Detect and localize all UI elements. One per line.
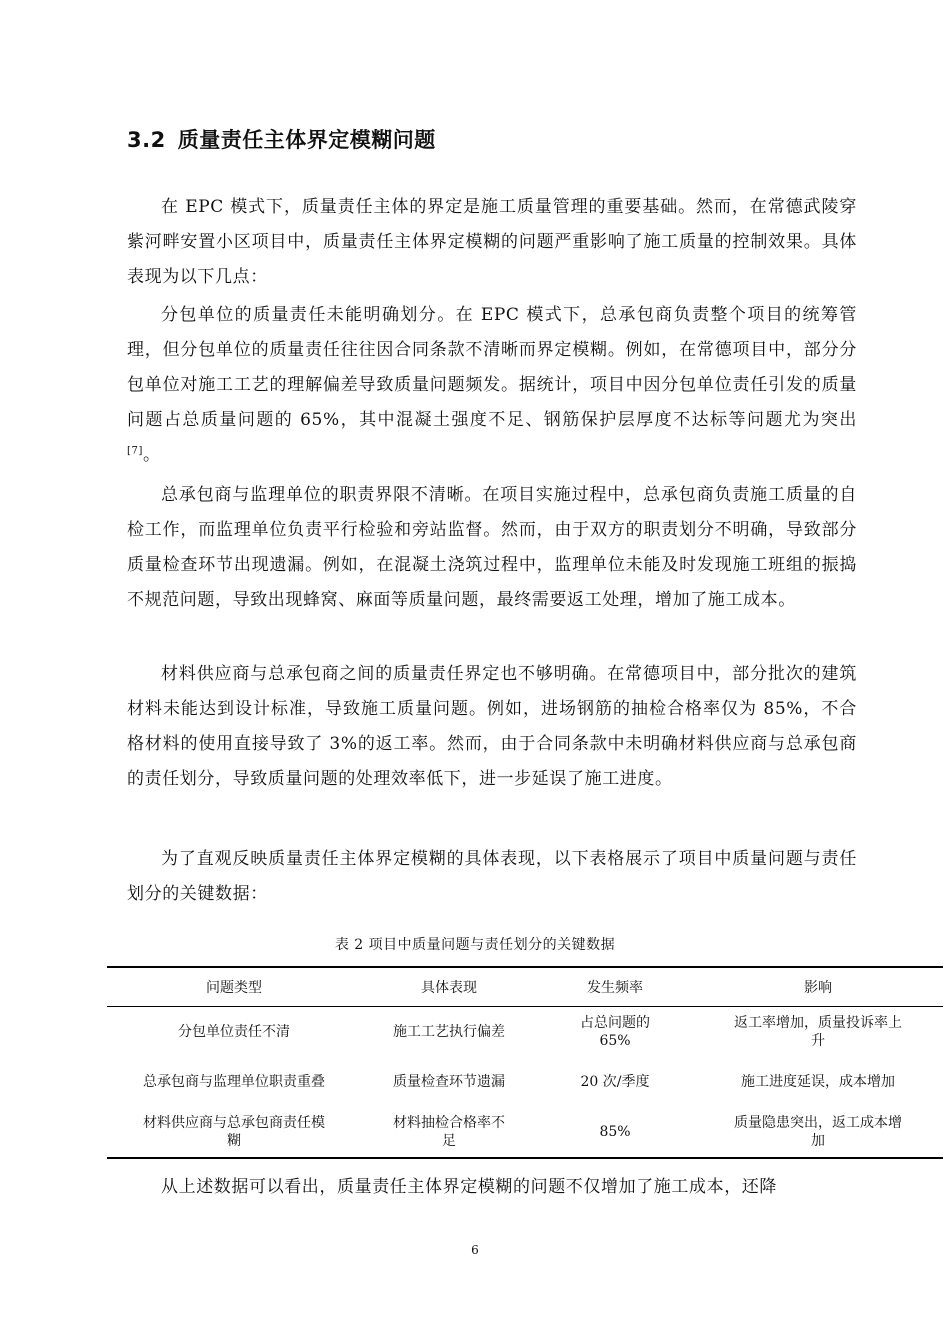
header-impact: 影响 bbox=[804, 980, 832, 996]
paragraph-end-mark: 。 bbox=[142, 445, 161, 465]
cell-text: 占总问题的 65% bbox=[580, 1015, 650, 1049]
table-cell bbox=[107, 1107, 361, 1158]
data-table bbox=[107, 966, 943, 1159]
paragraph-table-intro: 为了直观反映质量责任主体界定模糊的具体表现，以下表格展示了项目中质量问题与责任划分的关键数据： bbox=[127, 849, 857, 904]
table-row bbox=[107, 1007, 943, 1058]
citation-mark: [7] bbox=[127, 445, 143, 457]
table-cell bbox=[107, 1057, 361, 1107]
cell-text: 质量检查环节遗漏 bbox=[393, 1074, 505, 1090]
table-cell bbox=[537, 1107, 693, 1158]
table-cell bbox=[693, 1107, 943, 1158]
page-number: 6 bbox=[471, 1243, 479, 1257]
table-cell bbox=[537, 1057, 693, 1107]
header-problem-type: 问题类型 bbox=[206, 980, 262, 996]
cell-text: 材料抽检合格率不足 bbox=[393, 1115, 505, 1149]
paragraph-subcontractor bbox=[127, 298, 857, 473]
cell-text: 20 次/季度 bbox=[580, 1074, 650, 1090]
section-heading bbox=[127, 124, 436, 154]
table-header-row bbox=[107, 967, 943, 1007]
cell-text: 返工率增加，质量投诉率上升 bbox=[734, 1015, 902, 1049]
paragraph-supplier: 材料供应商与总承包商之间的质量责任界定也不够明确。在常德项目中，部分批次的建筑材料未能达到设计标准，导致施工质量问题。例如，进场钢筋的抽检合格率仅为 85%，不合格材料的使用直接导致了 3%的返工率。然而，由于合同条款中未明确材料供应商与总承包商的责任划分，导致质量问题的处理效率低下，进一步延误了施工进度。 bbox=[127, 664, 857, 789]
cell-text: 施工工艺执行偏差 bbox=[393, 1024, 505, 1040]
paragraph-subcontractor-text: 分包单位的质量责任未能明确划分。在 EPC 模式下，总承包商负责整个项目的统筹管理，但分包单位的质量责任往往因合同条款不清晰而界定模糊。例如，在常德项目中，部分分包单位对施工工艺的理解偏差导致质量问题频发。据统计，项目中因分包单位责任引发的质量问题占总质量问题的 65%，其中混凝土强度不足、钢筋保护层厚度不达标等问题尤为突出 bbox=[127, 305, 857, 430]
table-cell bbox=[537, 1007, 693, 1058]
table-cell bbox=[361, 1007, 537, 1058]
table-row bbox=[107, 1107, 943, 1158]
table-cell bbox=[107, 1007, 361, 1058]
cell-text: 质量隐患突出，返工成本增加 bbox=[734, 1115, 902, 1149]
table-cell bbox=[693, 1007, 943, 1058]
section-number: 3.2 bbox=[127, 128, 166, 152]
cell-text: 85% bbox=[599, 1124, 631, 1140]
cell-text: 施工进度延误，成本增加 bbox=[741, 1074, 895, 1090]
section-title: 质量责任主体界定模糊问题 bbox=[177, 128, 436, 152]
table-cell bbox=[361, 1107, 537, 1158]
paragraph-supervision: 总承包商与监理单位的职责界限不清晰。在项目实施过程中，总承包商负责施工质量的自检工作，而监理单位负责平行检验和旁站监督。然而，由于双方的职责划分不明确，导致部分质量检查环节出现遗漏。例如，在混凝土浇筑过程中，监理单位未能及时发现施工班组的振捣不规范问题，导致出现蜂窝、麻面等质量问题，最终需要返工处理，增加了施工成本。 bbox=[127, 485, 857, 610]
table-row bbox=[107, 1057, 943, 1107]
header-manifestation: 具体表现 bbox=[421, 980, 477, 996]
header-frequency: 发生频率 bbox=[587, 980, 643, 996]
table-caption: 表 2 项目中质量问题与责任划分的关键数据 bbox=[334, 937, 616, 953]
cell-text: 总承包商与监理单位职责重叠 bbox=[143, 1074, 325, 1090]
table-cell bbox=[361, 1057, 537, 1107]
paragraph-intro: 在 EPC 模式下，质量责任主体的界定是施工质量管理的重要基础。然而，在常德武陵穿紫河畔安置小区项目中，质量责任主体界定模糊的问题严重影响了施工质量的控制效果。具体表现为以下几点： bbox=[127, 197, 857, 287]
cell-text: 材料供应商与总承包商责任模糊 bbox=[143, 1115, 325, 1149]
paragraph-conclusion: 从上述数据可以看出，质量责任主体界定模糊的问题不仅增加了施工成本，还降 bbox=[161, 1177, 777, 1197]
cell-text: 分包单位责任不清 bbox=[178, 1024, 290, 1040]
table-cell bbox=[693, 1057, 943, 1107]
